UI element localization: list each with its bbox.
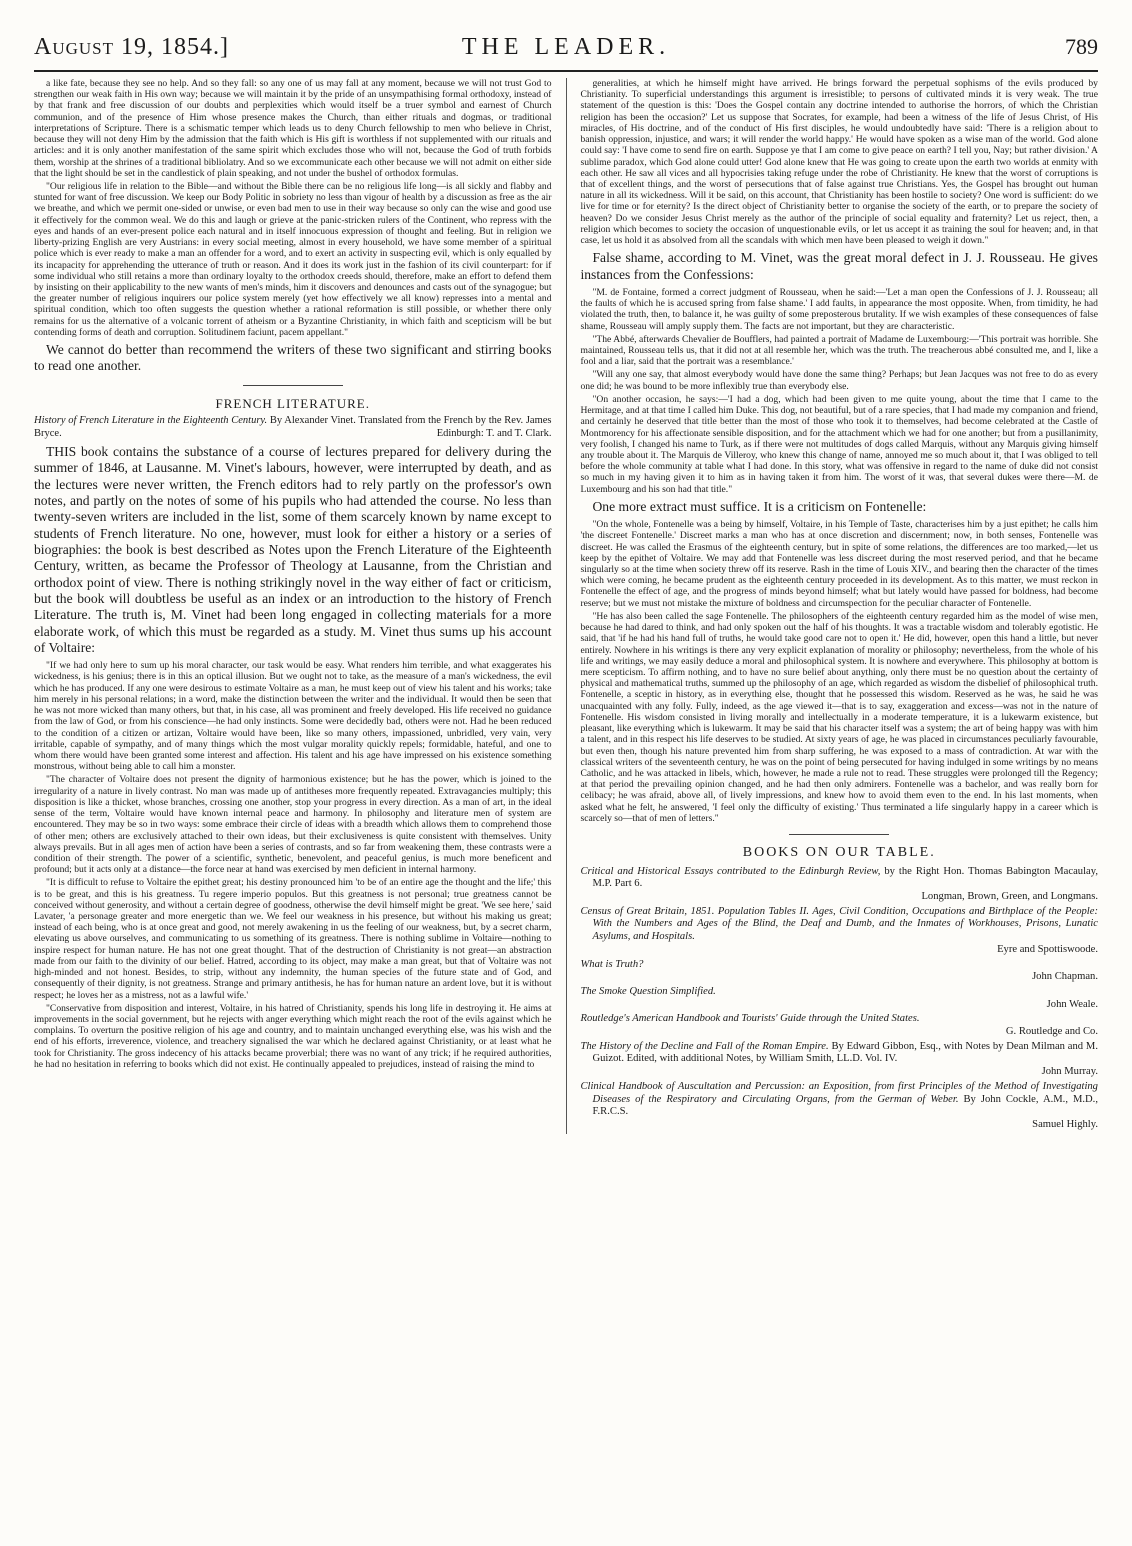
article-paragraph: a like fate, because they see no help. And so they fall: so any one of us may fall at any moment, because we will not trust God to strengthen our weak faith in His own way; because we will maintain it by the pride of an unsympathising formal orthodoxy, instead of by that frank and free discussion of our doubts and perplexities which would itself be a truer symbol and earnest of Church communion, and of the presence of Him whose presence makes the Church, than either rituals and dogmas, or traditional interpretations of Scripture. There is a schismatic temper which leads us to deny Church fellowship to men who believe in Christ, because they will not deny Him by the admission that the faith which is His gift is worthless if not supplemented with our rituals and articles: and it is only another manifestation of the same spirit which excludes those who will not, because the God of truth forbids them, worship at the shrines of a traditional bibliolatry. And so we excommunicate each other because we will not admit on either side that the light should be set in the candlestick of plain speaking, and not under the bushel of orthodox formulas. [34, 78, 552, 179]
review-book-header [34, 415, 552, 440]
quote-paragraph: "If we had only here to sum up his moral character, our task would be easy. What renders him terrible, and what exaggerates his wickedness, is his genius; there is in this an optical illusion. But we ought not to take, as the measure of a man's wickedness, the evil which he has produced. If any one were desirous to estimate Voltaire as a man, he must keep out of view his talent and his works; take him merely in his personal relations; in a word, make the distinction between the writer and the individual. It would then be seen that he was not more wicked than many others, but that, in his case, all was prominent and freely developed. His life received no guidance from the law of God, or from his conscience—he had only instincts. Some were decidedly bad, others were not. Had he been reduced to the condition of a citizen or artizan, Voltaire would have been, like so many others, impassioned, unbridled, very vain, very irritable, capable of sympathy, and of many things which the most vulgar morality quickly repels; formidable, hateful, and one to whom there would have been granted some interest and affection. His talent and his age have impressed on his existence something monstrous, without being able to call him a monster. [34, 660, 552, 773]
closing-paragraph: We cannot do better than recommend the writers of these two significant and stirring books to read one another. [34, 342, 552, 374]
book-publisher: Longman, Brown, Green, and Longmans. [921, 890, 1098, 902]
quote-paragraph: "He has also been called the sage Fontenelle. The philosophers of the eighteenth century regarded him as the model of wise men, because he had dared to think, and had only spoken out the half of his thoughts. It was a tractable wisdom and tolerably egotistic. He said, that 'if he had his hand full of truths, he would take good care not to open it.' He did, however, open this hand a little, but never entirely. Nowhere in his writings is there any very explicit explanation of morality or philosophy; nevertheless, from the whole of his life and writings, we may easily deduce a moral and philosophical system. It is nowhere and everywhere. This philosophy at bottom is mere scepticism. To affirm nothing, and to have no sure belief about anything, only there must be no question about the certainty of physical and mathematical truths, summed up the philosophy of an age, which regarded as wisdom the disbelief of philosophical truth. Fontenelle, a sceptic in history, as in everything else, thought that he possessed this wisdom. Reserved as he was, he said he was unacquainted with any folly. Fully, indeed, as the age viewed it—that is to say, exaggeration and excess—was not in the nature of Fontenelle. His wisdom consisted in living morally and intellectually in a moderate temperature, it is a lukewarm existence, but pleasant, like everything which is lukewarm. It may be said that his character itself was a system; the art of being happy was with him a talent, and in this respect his life deserves to be studied. At sixty years of age, he was placed in circumstances peculiarly favourable, but even then, though his nature prevented him from sharp suffering, he was exposed to a mass of contradiction. At war with the classical writers of the seventeenth century, he was on the point of being persecuted for having indulged in some writings by no means Catholic, and he was attacked in libels, which, however, he made a rule not to read. These struggles were prolonged till the Regency; at that period the prevailing opinion changed, and he had then only admirers. Fontenelle was a bachelor, and was really born for celibacy; he was afraid, above all, of lively impressions, and knew how to avoid them even to the end. In his last moments, when asked what he felt, he answered, 'I feel only the difficulty of existing.' Thus terminated a life singularly happy in a career which is scarcely so—that of men of letters." [580, 610, 1098, 824]
quote-paragraph: generalities, at which he himself might have arrived. He brings forward the perpetual sophisms of the evils produced by Christianity. To superficial understandings this argument is irresistible; to persons of cultivated minds it is very weak. The true statement of the question is this: 'Does the Gospel contain any doctrine intended to authorise the horrors, of which the Christian religion has been the occasion?' Let us suppose that Socrates, for example, had been a witness of the life of Jesus Christ, of His miracles, of His doctrine, and of the conduct of His first disciples, he would undoubtedly have said: 'There is a religion about to banish oppression, injustice, and wars; it will render the world happy.' He would have spoken as a wise man of the world. God alone could say: 'I have come to send fire on earth. Suppose ye that I am come to give peace on earth? I tell you, Nay; but rather division.' A sublime paradox, which God alone could utter! God alone knew that He was going to create upon the earth two worlds at enmity with each other. He saw all vices and all hypocrisies taking refuge under the robe of Christianity. He knew that the worst of corruptions is that of excellent things, and the worst of persecutions that of false against true Christians. Yes, the Gospel has brought out human nature in all its wickedness. Will it be said, on this account, that Christianity has been hostile to society? One word is sufficient: do we live for time or for eternity? Is the direct object of Christianity better to organise the society of the earth, or to prepare the society of heaven? Do we consider Jesus Christ merely as the author of the principle of social equality and fraternity? Let us reject, then, a religion which becomes to society the occasion of unquestionable evils, or let us accept it as training the soul for heaven; and, in that case, let us hold it as absolved from all the scandals with which men have been pleased to weigh it down." [580, 78, 1098, 247]
quote-paragraph: "M. de Fontaine, formed a correct judgment of Rousseau, when he said:—'Let a man open the Confessions of J. J. Rousseau; all the faults of which he is accused spring from false shame.' I add faults, in appearance the most opposite. When, from timidity, he had violated the truth, then, to balance it, he was guilty of some preposterous brutality. If we wish examples of these consequences of false shame, Rousseau will amply supply them. The facts are not important, but they are characteristic. [580, 286, 1098, 332]
section-heading-books: BOOKS ON OUR TABLE. [742, 845, 936, 861]
book-title: Clinical Handbook of Auscultation and Percussion: an Exposition, from first Principles of the Method of Investigating Diseases of the Respiratory and Circulating Organs, from the German of Weber. [580, 1080, 1098, 1105]
right-column [580, 78, 1098, 1134]
book-title: The Smoke Question Simplified. [580, 985, 716, 997]
book-entry [580, 906, 1098, 957]
book-title: Census of Great Britain, 1851. Population Tables II. Ages, Civil Condition, Occupations and Birthplace of the People: With the Numbers and Ages of the Blind, the Deaf and Dumb, and the Inmates of Workhouses, Prisons, Lunatic Asylums, and Hospitals. [580, 905, 1098, 943]
book-publisher: John Chapman. [1032, 971, 1098, 983]
masthead [34, 30, 1098, 72]
quote-paragraph: "Conservative from disposition and interest, Voltaire, in his hatred of Christianity, spends his long life in destroying it. He aims at improvements in the social government, but he rejects with anger everything which might reach the root of the evils against which he complains. To overturn the positive religion of his age and country, and to maintain unchanged everything else, was his wish and the end of his efforts, irreverence, violence, and treachery signalised the war which he declared against Christianity, or at least what he took for Christianity. The gross indecency of his attacks became proverbial; there was no want of any trick; if he required authorities, he had no hesitation in referring to books which did not exist. He continually appealed to prejudices, instead of raising the mind to [34, 1002, 552, 1070]
section-divider [789, 834, 889, 835]
quote-paragraph: "The character of Voltaire does not present the dignity of harmonious existence; but he has the power, which is joined to the irregularity of a nature in lively contrast. No man was made up of antitheses more frequently repeated. Extravagancies multiply; this disposition is like a thicket, whose branches, crossing one another, stop your progress in every direction. As a man of art, in the ideal sense of the term, Voltaire would have known internal peace and harmony. In philosophy and literature men of system are encountered. They may be so in two ways: some embrace their circle of ideas with a breadth which allows them to comprehend those of other men; others are exclusively attached to their own ideas, but their exclusiveness is quite consistent with themselves. Unity always prevails. But in all ages men of action have been a series of contrasts, and so far from weakening them, these contrasts were a condition of their strength. The power of a scientific, synthetic, benevolent, and peaceful genius, is much more beneficent and profound; but it acts only at a distance—the force near at hand was exercised by men deficient in internal harmony. [34, 774, 552, 876]
column-rule [566, 78, 567, 1134]
book-publisher: John Weale. [1046, 998, 1098, 1010]
book-entry [580, 866, 1098, 904]
book-publisher: G. Routledge and Co. [1005, 1026, 1098, 1038]
quote-paragraph: "It is difficult to refuse to Voltaire the epithet great; his destiny pronounced him 'to be of an entire age the thought and the life;' this is to be great, and this is his greatness. Tu regere imperio populos. But this greatness is not personal; true greatness cannot be conceived without generosity, and without a certain degree of goodness, otherwise the devil himself might be great. 'We see here,' said Lavater, 'a personage greater and more energetic than we. We feel our weakness in his presence, but without his making us great; instead of each being, who is at once great and good, not merely awakening in us the feeling of our weakness, but, by a secret charm, elevating us above ourselves, and communicating to us something of its greatness. There is nothing sublime in Voltaire—nothing to inspire respect for human nature. He has not one great thought. That of the destruction of Christianity is not great—an abstraction made from our faith to the divinity of our belief. Hatred, according to its object, may make a man great, but that of Voltaire was not high-minded and not honest. Besides, to strip, without any indemnity, the human species of the future state and of God, and consequently of their dignity, is not greatness. Strange and primary antithesis, he has for human nature an ardent love, but it is without respect; he loves her as a mistress, not as a lawful wife.' [34, 877, 552, 1001]
quote-paragraph: "The Abbé, afterwards Chevalier de Boufflers, had painted a portrait of Madame de Luxembourg:—'This portrait was horrible. She maintained, Rousseau tells us, that it did not at all resemble her, which was the truth. The treacherous abbé consulted me, and I, like a fool and a liar, said that the portrait was a resemblance.' [580, 333, 1098, 368]
review-intro: THIS book contains the substance of a course of lectures prepared for delivery during the summer of 1846, at Lausanne. M. Vinet's labours, however, were interrupted by death, and as the lectures were never written, the French editors had to rely partly on the professor's own notes, and partly on the notes of some of his pupils who had attended the course. No less than twenty-seven writers are included in the list, some of them scarcely known by name except to students of French literature. No one, however, must look for either a history or a series of biographies: the book is best described as Notes upon the French Literature of the Eighteenth Century, written, as became the Professor of Theology at Lausanne, from the Christian and orthodox point of view. There is nothing strikingly novel in the way either of fact or criticism, but the book will doubtless be useful as an index or an introduction to the history of French Literature. The truth is, M. Vinet had been long engaged in collecting materials for a more elaborate work, of which this must be regarded as a study. M. Vinet thus sums up his account of Voltaire: [34, 444, 552, 655]
newspaper-title: THE LEADER. [461, 34, 671, 60]
review-book-byline: By Alexander Vinet. Translated from the French by the Rev. James Bryce. [34, 414, 552, 439]
issue-date: August 19, 1854.] [34, 34, 229, 60]
book-list [580, 866, 1098, 1132]
book-entry [580, 959, 1098, 984]
left-column [34, 78, 552, 1134]
book-detail: by the Right Hon. Thomas Babington Macaulay, M.P. Part 6. [592, 865, 1098, 890]
book-detail: By Edward Gibbon, Esq., with Notes by Dean Milman and M. Guizot. Edited, with additional Notes, by William Smith, LL.D. Vol. IV. [592, 1040, 1098, 1065]
book-publisher: John Murray. [1041, 1066, 1098, 1078]
quote-paragraph: "On the whole, Fontenelle was a being by himself, Voltaire, in his Temple of Taste, characterises him by a just epithet; he calls him 'the discreet Fontenelle.' Discreet marks a man who has at once discretion and discernment; now, in both senses, Fontenelle was discreet. He was called the Erasmus of the eighteenth century, but in spite of some relations, the differences are too marked,—let us keep by the epithet of Voltaire. We may add that Fontenelle was less discreet during the most reserved period, and that he became singularly so at the time when society threw off its reserve. Rash in the time of Louis XIV., and bearing then the character of the times which were coming, he became prudent as the eighteenth century proceeded in its development. As to this matter, we must reckon in Fontenelle the effect of age, and the progress of minds beyond himself; what but lately would have passed for boldness, had become reserve; but we must not mistake the mixture of boldness and circumspection for the peculiar character of Fontenelle. [580, 519, 1098, 609]
book-publisher: Eyre and Spottiswoode. [997, 943, 1098, 955]
book-entry [580, 986, 1098, 1011]
book-title: Critical and Historical Essays contributed to the Edinburgh Review, [580, 865, 881, 877]
quote-paragraph: "On another occasion, he says:—'I had a dog, which had been given to me quite young, about the time that I came to the Hermitage, and at that time I called him Duke. This dog, not beautiful, but of a rare species, that I had made my companion and friend, and certainly he deserved that title better than the most of those who took it to themselves, had become celebrated at the Castle of Montmorency for his affectionate sensible disposition, and for the attachment which we had for one another; but from a pusillanimity, very foolish, I changed his name to Turk, as if there were not multitudes of dogs called Marquis, without any Marquis giving himself any trouble about it. The Marquis de Villeroy, who knew this change of name, annoyed me so much about it, that I was obliged to tell before the whole community at table what I had done. In this story, what was offensive in regard to the name of duke did not consist so much in my having given it to him as in having taken it from him. The worst of it was, that several dukes were there—M. de Luxembourg and his son had that title." [580, 393, 1098, 495]
page-number: 789 [1065, 34, 1098, 59]
book-entry [580, 1013, 1098, 1038]
body-paragraph: False shame, according to M. Vinet, was the great moral defect in J. J. Rousseau. He gives instances from the Confessions: [580, 250, 1098, 282]
book-title: What is Truth? [580, 958, 644, 970]
book-entry [580, 1081, 1098, 1132]
book-entry [580, 1041, 1098, 1079]
book-title: The History of the Decline and Fall of the Roman Empire. [580, 1040, 829, 1052]
quote-paragraph: "Will any one say, that almost everybody would have done the same thing? Perhaps; but Jean Jacques was not free to do as every one did; he was bound to be more inflexibly true than everybody else. [580, 369, 1098, 392]
body-paragraph: One more extract must suffice. It is a criticism on Fontenelle: [592, 498, 927, 514]
section-divider [243, 385, 343, 386]
book-title: Routledge's American Handbook and Tourists' Guide through the United States. [580, 1013, 920, 1025]
book-publisher: Samuel Highly. [1032, 1118, 1098, 1130]
review-book-title: History of French Literature in the Eighteenth Century. [34, 414, 268, 426]
book-detail: By John Cockle, A.M., M.D., F.R.C.S. [592, 1093, 1098, 1118]
section-heading-french-literature: FRENCH LITERATURE. [215, 395, 370, 411]
article-paragraph: "Our religious life in relation to the Bible—and without the Bible there can be no religious life long—is all sickly and flabby and stunted for want of free discussion. We keep our Body Politic in sobriety no less than vigour of health by a discussion as free as the air we breathe, and which we permit one-sided or unwise, or even bad men to use in their way because so only can the wise and good use it effectively for the common weal. We do this and laugh or grieve at the panic-stricken rulers of the Continent, who repress with the eyes and hands of an ever-present police each natural and in itself innocuous expression of thought and feeling. But in religion we liberty-prizing English are very Austrians: in every social meeting, almost in every household, we have some member of a spiritual police which is ever ready to make a man an offender for a word, and to exert an activity in suspecting evil, which is only equalled by its incapacity for apprehending the utterance of truth or reason. And it does its work just in the fashion of its civil counterpart: for if some individual who still retains a more than ordinary loyalty to the orthodox creeds should, therefore, make an effort to defend them by insisting on their applicability to the new wants of men's minds, him it discovers and denounces and casts out of the synagogue; but the greater number of religious inquirers our police system merely (yet how effectively we all know) represses into a mental and spiritual condition, which too often suggests the question whether a rational reformation is still possible, or whether there only remains for us the alternative of a volcanic torrent of atheism or a Byzantine Christianity, in which faith and scepticism will be but contending forms of death and corruption. Solitudinem faciunt, pacem appellant." [34, 180, 552, 338]
review-book-publisher: Edinburgh: T. and T. Clark. [436, 427, 552, 439]
